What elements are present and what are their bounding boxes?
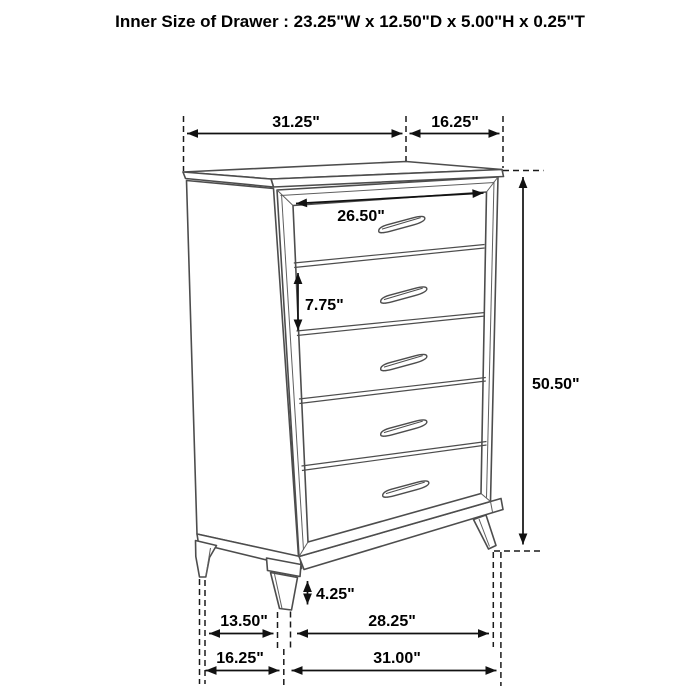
label-base-depth: 16.25" xyxy=(216,650,264,667)
label-leg-spacing-front: 28.25" xyxy=(368,613,416,630)
label-top-depth: 16.25" xyxy=(431,114,479,131)
label-top-width: 31.25" xyxy=(272,114,320,131)
label-overall-height: 50.50" xyxy=(532,376,580,393)
label-leg-spacing-side: 13.50" xyxy=(220,613,268,630)
page-title: Inner Size of Drawer : 23.25"W x 12.50"D x 5.00"H x 0.25"T xyxy=(115,12,585,31)
label-base-width: 31.00" xyxy=(373,650,421,667)
label-drawer-width: 26.50" xyxy=(337,208,385,225)
label-drawer-height: 7.75" xyxy=(305,297,344,314)
label-leg-height: 4.25" xyxy=(316,586,355,603)
